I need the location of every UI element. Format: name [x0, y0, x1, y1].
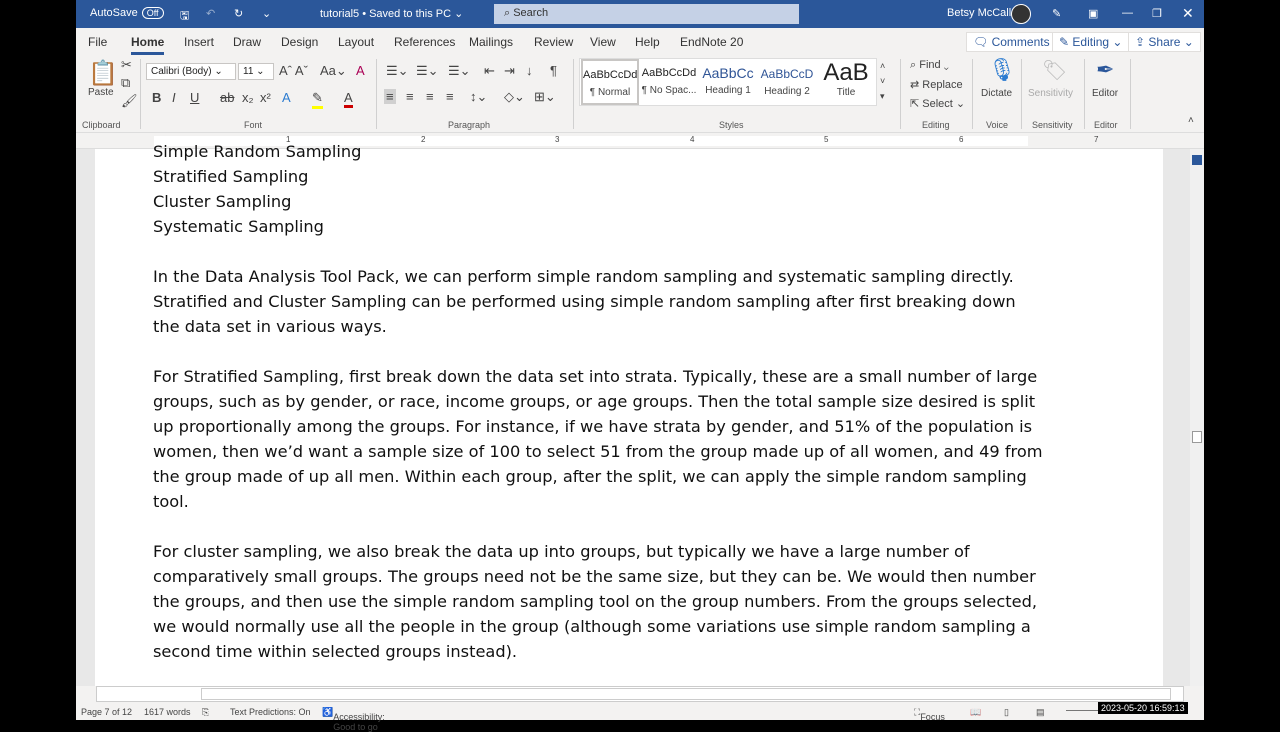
document-area [76, 142, 1204, 686]
style-heading-1[interactable] [699, 59, 757, 105]
word-count[interactable]: 1617 words [144, 707, 191, 717]
superscript-icon[interactable]: x² [260, 90, 271, 105]
ruler-mark: 5 [824, 135, 829, 144]
show-marks-icon[interactable]: ¶ [550, 63, 557, 78]
group-clipboard: Clipboard [82, 120, 121, 130]
share-label: Share ⌄ [1148, 35, 1194, 49]
strikethrough-icon[interactable]: ab [220, 90, 235, 105]
list-item: Simple Random Sampling [153, 142, 362, 161]
line-spacing-icon[interactable]: ↕⌄ [470, 89, 488, 104]
underline-icon[interactable]: U [190, 90, 200, 105]
collapse-ribbon-icon[interactable]: ˄ [1188, 115, 1194, 126]
ruler-mark: 1 [286, 135, 291, 144]
tab-design[interactable]: Design [281, 35, 319, 49]
document-page[interactable] [95, 142, 1163, 686]
list-item: Cluster Sampling [153, 192, 292, 211]
web-layout-icon[interactable]: ▤ [1036, 707, 1045, 717]
style-title[interactable] [817, 59, 875, 105]
group-editing: Editing [922, 120, 950, 130]
group-styles: Styles [719, 120, 744, 130]
style-preview: AaBbCcDd [583, 69, 638, 81]
editor-icon[interactable]: ✒ [1096, 57, 1115, 82]
style-preview: AaB [823, 59, 869, 86]
user-name[interactable]: Betsy McCall [947, 7, 1012, 19]
timestamp-overlay: 2023-05-20 16:59:13 [1098, 702, 1188, 714]
sort-icon[interactable]: ↓ [526, 63, 533, 78]
increase-indent-icon[interactable]: ⇥ [504, 63, 515, 78]
style-normal[interactable] [581, 59, 639, 105]
cut-icon[interactable]: ✂ [121, 57, 132, 72]
bullets-icon[interactable]: ☰⌄ [386, 63, 409, 78]
save-icon[interactable]: 🖫 [180, 10, 190, 22]
document-text[interactable] [153, 139, 1043, 689]
clear-format-icon[interactable]: A [356, 63, 365, 78]
borders-icon[interactable]: ⊞⌄ [534, 89, 556, 104]
tab-home[interactable]: Home [131, 35, 164, 55]
tab-draw[interactable]: Draw [233, 35, 262, 49]
status-bar [76, 702, 1204, 732]
style-label: Heading 2 [764, 86, 810, 97]
comments-label: Comments [991, 35, 1050, 49]
scroll-up-icon[interactable] [1192, 155, 1202, 165]
text-predictions[interactable]: Text Predictions: On [230, 707, 311, 717]
styles-scroll-icon[interactable]: ˄ ˅ ▾ [880, 61, 886, 101]
hscroll-thumb[interactable] [201, 688, 1171, 700]
paragraph: In the Data Analysis Tool Pack, we can perform simple random sampling and systematic sampling directly. Stratified and Cluster Sampling can be performed using simple random sampling after first breaking down the data set in various ways. [153, 267, 1016, 336]
shading-icon[interactable]: ◇⌄ [504, 89, 525, 104]
select-button[interactable]: ⇱ Select ⌄ [910, 98, 966, 110]
share-button[interactable]: ⇪ Share ⌄ [1128, 32, 1201, 52]
autosave-toggle[interactable] [90, 7, 164, 19]
ruler-mark: 6 [959, 135, 964, 144]
search-box[interactable] [494, 4, 799, 24]
ruler-mark: 4 [690, 135, 695, 144]
ribbon-tabs [76, 28, 1204, 55]
group-paragraph: Paragraph [448, 120, 491, 130]
editing-mode-button[interactable]: ✎ Editing ⌄ [1052, 32, 1129, 52]
restore-icon[interactable]: ❐ [1152, 8, 1162, 20]
ruler-mark: 3 [555, 135, 560, 144]
numbering-icon[interactable]: ☰⌄ [416, 63, 439, 78]
comments-button[interactable]: 🗨 Comments [966, 32, 1057, 52]
copy-icon[interactable]: ⧉ [121, 75, 131, 90]
replace-label: Replace [922, 79, 963, 91]
style-label: Title [836, 87, 856, 98]
font-name-value: Calibri (Body) [151, 66, 212, 77]
accessibility-status[interactable]: ♿ Accessibility: Good to go [322, 707, 385, 732]
focus-label: Focus [920, 712, 945, 722]
change-case-icon[interactable]: Aa⌄ [320, 63, 347, 78]
highlight-icon[interactable]: ✎ [312, 90, 323, 109]
select-label: Select ⌄ [922, 98, 966, 110]
search-icon: ⌕ [504, 7, 514, 19]
accessibility-label: Accessibility: Good to go [333, 712, 385, 732]
style-label: Heading 1 [705, 85, 751, 96]
pen-icon[interactable]: ✎ [1052, 8, 1062, 20]
tab-review[interactable]: Review [534, 35, 574, 49]
style-label: ¶ Normal [589, 87, 631, 98]
justify-icon[interactable]: ≡ [446, 89, 454, 104]
close-icon[interactable]: ✕ [1182, 5, 1194, 21]
align-left-icon[interactable]: ≡ [386, 89, 394, 104]
title-bar [76, 0, 1204, 28]
ribbon-display-icon[interactable]: ▣ [1088, 8, 1099, 20]
focus-button[interactable]: ⛶ Focus [914, 707, 945, 722]
paragraph: For cluster sampling, we also break the data up into groups, but typically we have a large number of comparatively small groups. The groups need not be the same size, but they can be. We would then number the groups, and then use the simple random sampling tool on the group numbers. From the groups selected, we would normally use all the people in the group (although some variations use simple random sampling a second time within selected groups instead). [153, 542, 1038, 661]
page-count[interactable]: Page 7 of 12 [81, 707, 133, 717]
find-button[interactable]: ⌕ Find ⌄ [910, 59, 949, 71]
group-sensitivity: Sensitivity [1032, 120, 1073, 130]
font-size-value: 11 [243, 66, 254, 77]
multilevel-list-icon[interactable]: ☰⌄ [448, 63, 471, 78]
style-heading-2[interactable] [758, 59, 816, 105]
style-preview: AaBbCcD [760, 67, 814, 81]
tab-endnote[interactable]: EndNote 20 [680, 35, 744, 49]
style-preview: AaBbCcDd [641, 67, 697, 79]
italic-icon[interactable]: I [172, 90, 176, 105]
autosave-label: AutoSave [90, 7, 138, 19]
microphone-icon[interactable]: 🎙 [988, 57, 1016, 82]
font-size-select[interactable]: 11 ⌄ [238, 63, 274, 80]
format-painter-icon[interactable]: 🖌 [121, 93, 138, 108]
tab-mailings[interactable]: Mailings [469, 35, 514, 49]
sensitivity-icon: 🏷 [1042, 60, 1068, 82]
editing-label: Editing ⌄ [1072, 35, 1123, 49]
replace-button[interactable]: ⇄ Replace [910, 79, 963, 91]
ruler-mark: 7 [1094, 135, 1099, 144]
sensitivity-button: Sensitivity [1028, 88, 1074, 99]
tab-insert[interactable]: Insert [184, 35, 215, 49]
minimize-icon[interactable]: — [1122, 7, 1133, 19]
bold-icon[interactable]: B [152, 90, 162, 105]
style-preview: AaBbCc [702, 65, 754, 81]
group-voice: Voice [986, 120, 1009, 130]
find-label: Find ⌄ [919, 59, 949, 71]
print-layout-icon[interactable]: ▯ [1004, 707, 1009, 717]
undo-icon[interactable]: ↶ [206, 8, 216, 20]
list-item: Systematic Sampling [153, 217, 324, 236]
proofing-icon[interactable]: ⎘ [202, 707, 210, 717]
read-mode-icon[interactable]: 📖 [970, 707, 982, 717]
group-editor: Editor [1094, 120, 1118, 130]
tab-references[interactable]: References [394, 35, 456, 49]
vertical-scrollbar[interactable] [1190, 149, 1204, 686]
style-no-spacing[interactable] [640, 59, 698, 105]
document-title[interactable]: tutorial5 • Saved to this PC ⌄ [320, 8, 464, 20]
search-placeholder: Search [513, 7, 549, 19]
customize-qat-icon[interactable]: ⌄ [262, 8, 272, 20]
paste-icon[interactable]: 📋 [88, 60, 118, 87]
autosave-state: Off [142, 7, 164, 19]
redo-icon[interactable]: ↻ [234, 8, 244, 20]
subscript-icon[interactable]: x₂ [242, 90, 254, 105]
ruler-mark: 2 [421, 135, 426, 144]
align-right-icon[interactable]: ≡ [426, 89, 434, 104]
editor-button[interactable]: Editor [1092, 88, 1119, 99]
decrease-indent-icon[interactable]: ⇤ [484, 63, 495, 78]
style-label: ¶ No Spac... [641, 85, 697, 96]
text-effects-icon[interactable]: A [282, 90, 291, 105]
avatar[interactable] [1011, 4, 1031, 24]
tab-view[interactable]: View [590, 35, 616, 49]
align-center-icon[interactable]: ≡ [406, 89, 414, 104]
scroll-thumb[interactable] [1192, 431, 1202, 443]
horizontal-scrollbar[interactable] [96, 686, 1184, 702]
paragraph: For Stratified Sampling, first break down the data set into strata. Typically, these are a small number of large groups, such as by gender, or race, income groups, or age groups. Then the total sample size desired is split up proportionally among the groups. For instance, if we have strata by gender, and 51% of the population is women, then we’d want a sample size of 100 to select 51 from the group made up of all women, and 49 from the group made of up all men. Within each group, after the split, we can apply the simple random sampling tool. [153, 367, 1043, 511]
grow-font-icon[interactable]: Aˆ Aˇ [279, 63, 308, 78]
list-item: Stratified Sampling [153, 167, 309, 186]
font-color-icon[interactable]: A [344, 90, 353, 108]
tab-help[interactable]: Help [635, 35, 660, 49]
word-window [76, 0, 1204, 732]
dictate-button[interactable]: Dictate [981, 88, 1013, 99]
tab-layout[interactable]: Layout [338, 35, 375, 49]
tab-file[interactable]: File [88, 35, 108, 49]
ribbon [76, 55, 1204, 133]
paste-button[interactable]: Paste [88, 87, 114, 98]
group-font: Font [244, 120, 263, 130]
font-name-select[interactable]: Calibri (Body) ⌄ [146, 63, 236, 80]
